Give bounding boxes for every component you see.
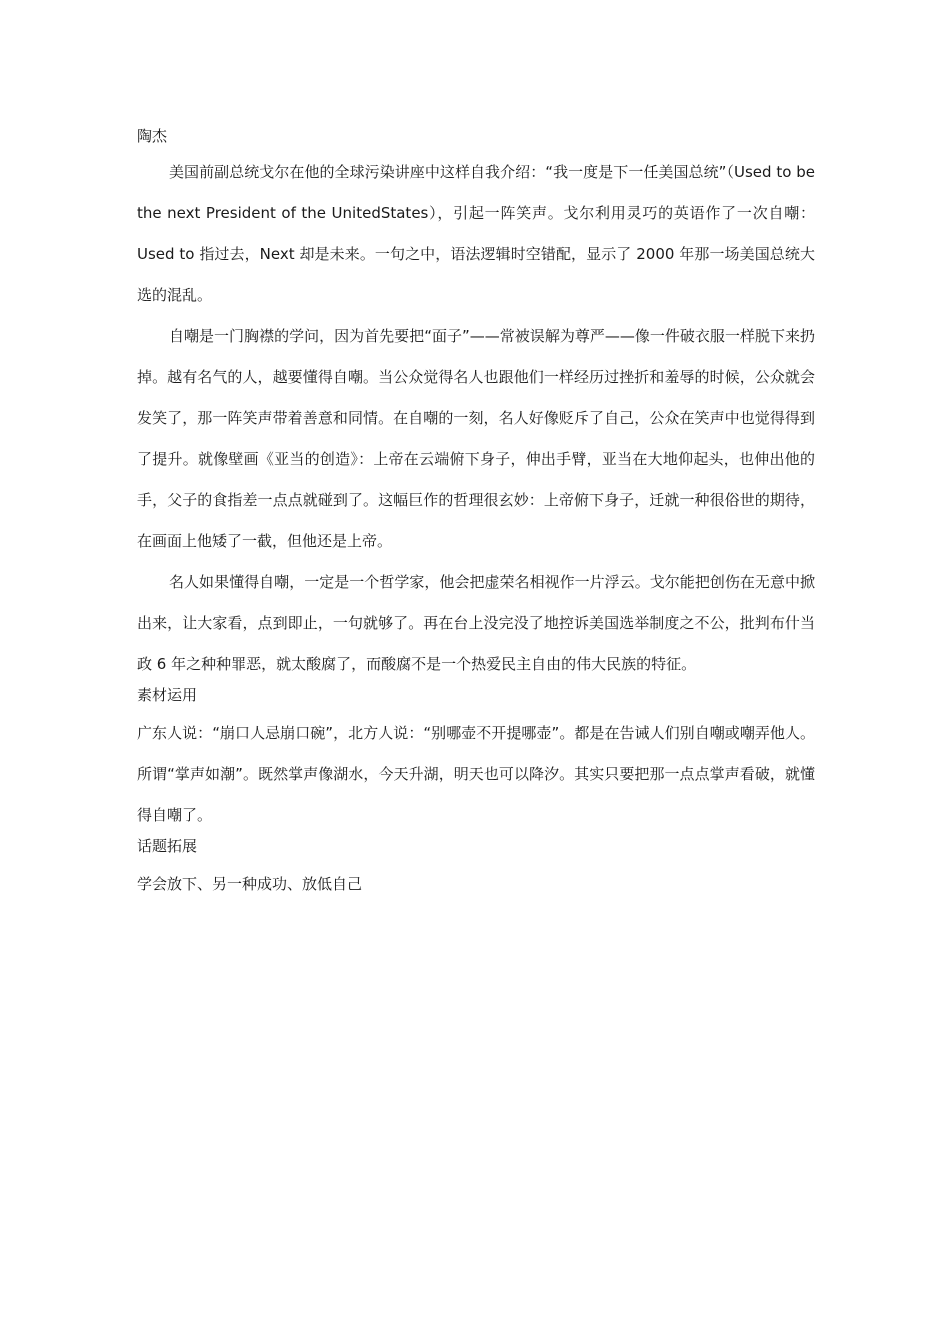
material-heading: 素材运用 <box>137 686 198 704</box>
author-name: 陶杰 <box>137 127 168 145</box>
essay-paragraph-2: 自嘲是一门胸襟的学问，因为首先要把“面子”——常被误解为尊严——像一件破衣服一样脱下来扔掉。越有名气的人，越要懂得自嘲。当公众觉得名人也跟他们一样经历过挫折和羞辱的时候，公众就会发笑了，那一阵笑声带着善意和同情。在自嘲的一刻，名人好像贬斥了自己，公众在笑声中也觉得得到了提升。就像壁画《亚当的创造》：上帝在云端俯下身子，伸出手臂，亚当在大地仰起头，也伸出他的手，父子的食指差一点点就碰到了。这幅巨作的哲理很玄妙：上帝俯下身子，迁就一种很俗世的期待，在画面上他矮了一截，但他还是上帝。 <box>137 327 815 550</box>
material-text: 广东人说：“崩口人忌崩口碗”，北方人说：“别哪壶不开提哪壶”。都是在告诫人们别自嘲或嘲弄他人。所谓“掌声如潮”。既然掌声像湖水，今天升湖，明天也可以降汐。其实只要把那一点点掌声看破，就懂得自嘲了。 <box>137 724 815 824</box>
essay-paragraph-3: 名人如果懂得自嘲，一定是一个哲学家，他会把虚荣名相视作一片浮云。戈尔能把创伤在无意中掀出来，让大家看，点到即止，一句就够了。再在台上没完没了地控诉美国选举制度之不公，批判布什当政 6 年之种种罪恶，就太酸腐了，而酸腐不是一个热爱民主自由的伟大民族的特征。 <box>137 573 815 673</box>
document-page <box>137 122 815 905</box>
topic-heading: 话题拓展 <box>137 837 198 855</box>
essay-paragraph-1: 美国前副总统戈尔在他的全球污染讲座中这样自我介绍：“我一度是下一任美国总统”（Used to be the next President of the UnitedStates），引起一阵笑声。戈尔利用灵巧的英语作了一次自嘲：Used to 指过去，Next 却是未来。一句之中，语法逻辑时空错配，显示了 2000 年那一场美国总统大选的混乱。 <box>137 163 815 304</box>
topic-text: 学会放下、另一种成功、放低自己 <box>137 875 363 893</box>
